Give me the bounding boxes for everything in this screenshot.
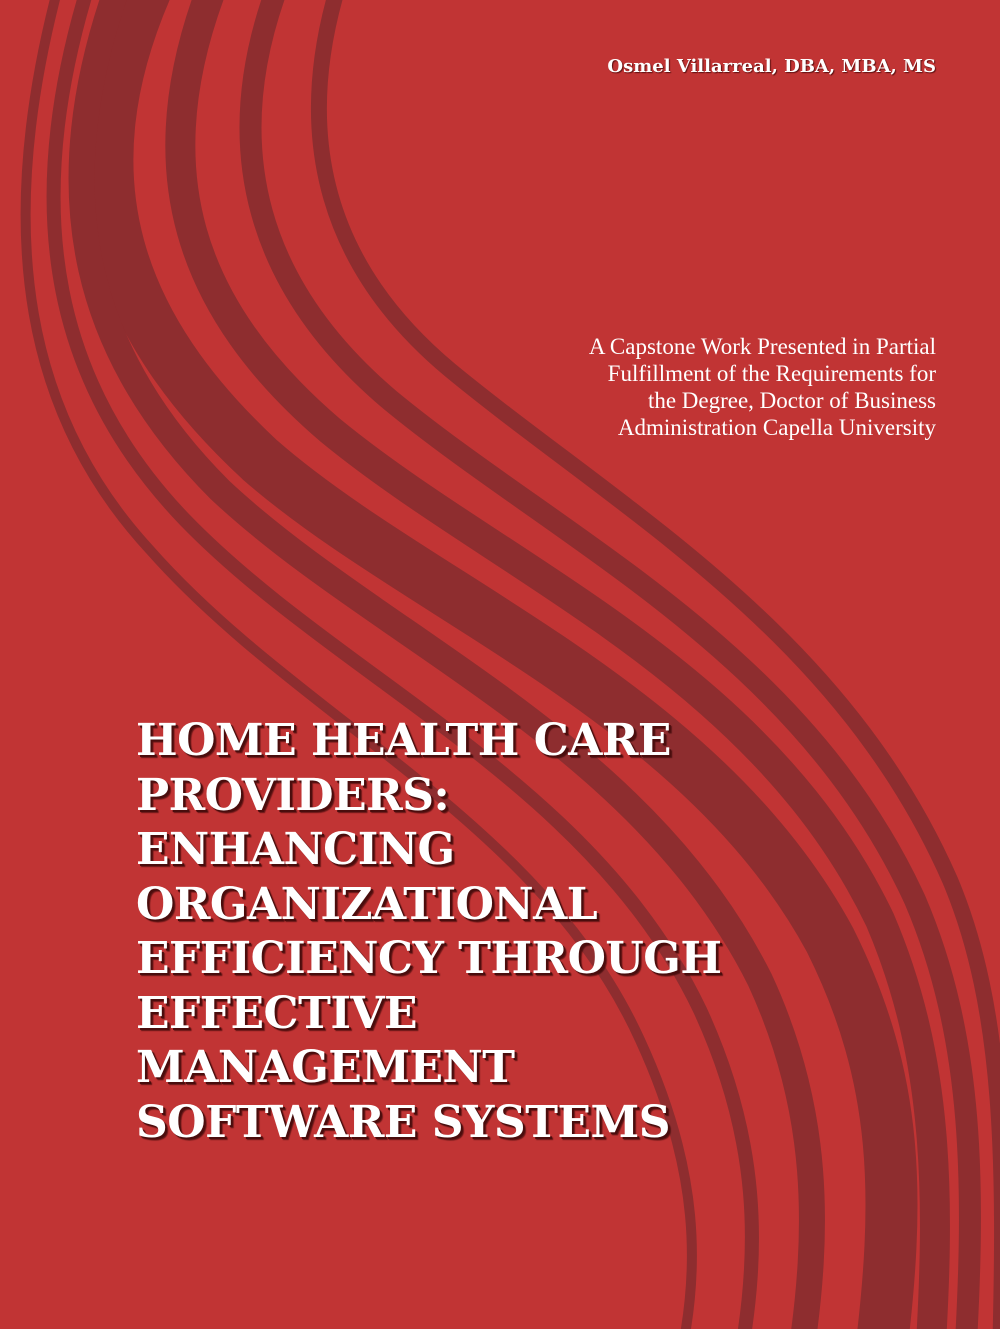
title-line: MANAGEMENT — [136, 1042, 515, 1093]
author-name: Osmel Villarreal, DBA, MBA, MS — [607, 56, 936, 77]
book-title — [136, 714, 721, 1150]
title-line: EFFECTIVE — [136, 987, 418, 1039]
title-line: SOFTWARE SYSTEMS — [136, 1096, 670, 1148]
title-line: PROVIDERS: — [136, 769, 450, 821]
subtitle-line: the Degree, Doctor of Business — [647, 388, 936, 413]
title-line: ENHANCING — [136, 824, 455, 875]
subtitle-line: A Capstone Work Presented in Partial — [588, 334, 936, 359]
title-line: HOME HEALTH CARE — [136, 715, 671, 766]
subtitle — [516, 333, 936, 441]
title-line: ORGANIZATIONAL — [136, 878, 598, 930]
subtitle-line: Administration Capella University — [617, 415, 936, 440]
title-line: EFFICIENCY THROUGH — [136, 933, 722, 984]
subtitle-line: Fulfillment of the Requirements for — [607, 361, 936, 386]
